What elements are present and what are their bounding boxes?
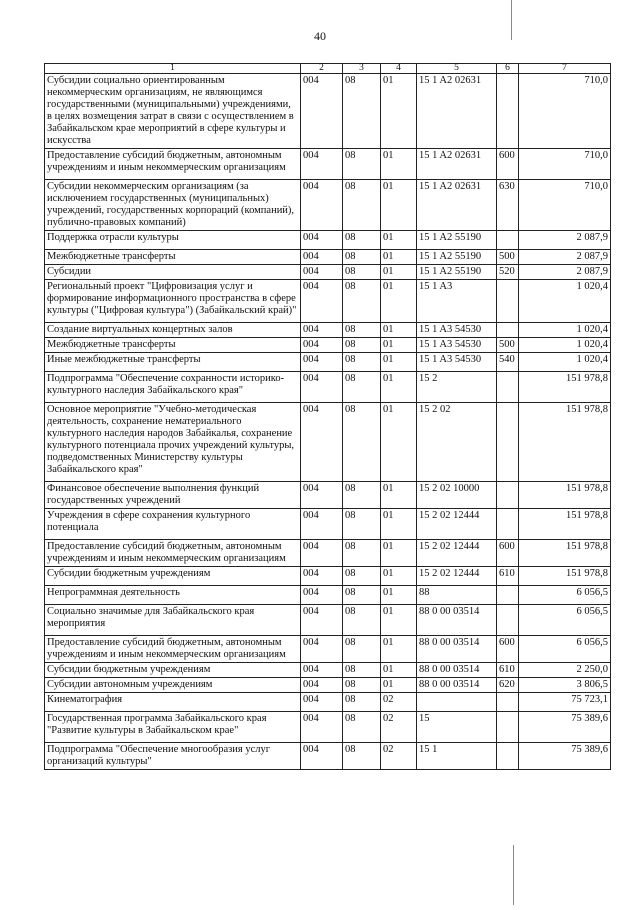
row-name: Субсидии бюджетным учреждениям <box>45 567 301 586</box>
expense-type-code <box>497 482 519 509</box>
expense-type-code <box>497 605 519 636</box>
section-code: 08 <box>343 743 381 770</box>
amount: 151 978,8 <box>519 482 611 509</box>
target-article-code: 88 0 00 03514 <box>417 663 497 678</box>
section-code: 08 <box>343 482 381 509</box>
row-name: Социально значимые для Забайкальского края мероприятия <box>45 605 301 636</box>
expense-type-code <box>497 693 519 712</box>
ministry-code: 004 <box>301 372 343 403</box>
ministry-code: 004 <box>301 280 343 323</box>
target-article-code: 15 2 <box>417 372 497 403</box>
table-row <box>45 149 611 180</box>
amount: 6 056,5 <box>519 586 611 605</box>
amount: 75 723,1 <box>519 693 611 712</box>
expense-type-code <box>497 509 519 540</box>
table-row <box>45 250 611 265</box>
table-row <box>45 712 611 743</box>
row-name: Предоставление субсидий бюджетным, автономным учреждениям и иным некоммерческим организациям <box>45 149 301 180</box>
expense-type-code: 600 <box>497 636 519 663</box>
ministry-code: 004 <box>301 509 343 540</box>
table-row <box>45 743 611 770</box>
row-name: Межбюджетные трансферты <box>45 250 301 265</box>
ministry-code: 004 <box>301 636 343 663</box>
expense-type-code <box>497 323 519 338</box>
row-name: Субсидии <box>45 265 301 280</box>
ministry-code: 004 <box>301 678 343 693</box>
page-number: 40 <box>314 29 326 43</box>
section-code: 08 <box>343 372 381 403</box>
target-article-code: 15 2 02 12444 <box>417 567 497 586</box>
amount: 151 978,8 <box>519 372 611 403</box>
ministry-code: 004 <box>301 231 343 250</box>
section-code: 08 <box>343 663 381 678</box>
scan-mark <box>513 845 514 905</box>
ministry-code: 004 <box>301 663 343 678</box>
amount: 2 087,9 <box>519 265 611 280</box>
subsection-code: 01 <box>381 265 417 280</box>
row-name: Предоставление субсидий бюджетным, автономным учреждениям и иным некоммерческим организациям <box>45 636 301 663</box>
section-code: 08 <box>343 338 381 353</box>
subsection-code: 01 <box>381 482 417 509</box>
row-name: Субсидии социально ориентированным некоммерческим организациям, не являющимся государственными (муниципальными) учреждениями, в целях возмещения затрат в связи с осуществлением в Забайкальском крае мероприятий в сфере культуры и искусства <box>45 74 301 149</box>
row-name: Субсидии автономным учреждениям <box>45 678 301 693</box>
expense-type-code <box>497 372 519 403</box>
subsection-code: 01 <box>381 231 417 250</box>
expense-type-code <box>497 231 519 250</box>
amount: 1 020,4 <box>519 338 611 353</box>
row-name: Государственная программа Забайкальского края "Развитие культуры в Забайкальском крае" <box>45 712 301 743</box>
expense-type-code: 520 <box>497 265 519 280</box>
section-code: 08 <box>343 403 381 482</box>
ministry-code: 004 <box>301 540 343 567</box>
row-name: Региональный проект "Цифровизация услуг и формирование информационного пространства в сфере культуры ("Цифровая культура") (Забайкальский край)" <box>45 280 301 323</box>
expense-type-code <box>497 280 519 323</box>
column-number: 3 <box>343 64 381 74</box>
column-number: 4 <box>381 64 417 74</box>
section-code: 08 <box>343 636 381 663</box>
table-row <box>45 265 611 280</box>
amount: 6 056,5 <box>519 636 611 663</box>
target-article-code: 15 1 A2 02631 <box>417 74 497 149</box>
subsection-code: 01 <box>381 540 417 567</box>
section-code: 08 <box>343 567 381 586</box>
ministry-code: 004 <box>301 353 343 372</box>
ministry-code: 004 <box>301 74 343 149</box>
target-article-code: 88 0 00 03514 <box>417 636 497 663</box>
table-row <box>45 403 611 482</box>
table-row <box>45 180 611 231</box>
expense-type-code: 610 <box>497 567 519 586</box>
section-code: 08 <box>343 180 381 231</box>
target-article-code: 15 2 02 10000 <box>417 482 497 509</box>
expense-type-code <box>497 712 519 743</box>
row-name: Финансовое обеспечение выполнения функций государственных учреждений <box>45 482 301 509</box>
target-article-code: 15 1 A2 55190 <box>417 265 497 280</box>
table-row <box>45 605 611 636</box>
expense-type-code: 600 <box>497 540 519 567</box>
table-row <box>45 74 611 149</box>
subsection-code: 01 <box>381 567 417 586</box>
target-article-code: 15 <box>417 712 497 743</box>
target-article-code: 88 <box>417 586 497 605</box>
amount: 3 806,5 <box>519 678 611 693</box>
target-article-code: 15 2 02 12444 <box>417 509 497 540</box>
column-number: 5 <box>417 64 497 74</box>
subsection-code: 02 <box>381 743 417 770</box>
table-row <box>45 231 611 250</box>
subsection-code: 01 <box>381 636 417 663</box>
table-row <box>45 372 611 403</box>
subsection-code: 01 <box>381 180 417 231</box>
ministry-code: 004 <box>301 586 343 605</box>
table-row <box>45 482 611 509</box>
section-code: 08 <box>343 712 381 743</box>
row-name: Основное мероприятие "Учебно-методическая деятельность, сохранение нематериального культурного наследия народов Забайкалья, сохранение культурного потенциала прочих учреждений культуры, подведомственных Министерству культуры Забайкальского края" <box>45 403 301 482</box>
ministry-code: 004 <box>301 712 343 743</box>
column-number: 6 <box>497 64 519 74</box>
subsection-code: 01 <box>381 403 417 482</box>
column-number-row <box>45 64 611 74</box>
budget-table <box>44 63 611 770</box>
target-article-code: 15 1 A3 <box>417 280 497 323</box>
expense-type-code: 610 <box>497 663 519 678</box>
table-row <box>45 586 611 605</box>
amount: 75 389,6 <box>519 712 611 743</box>
amount: 2 087,9 <box>519 231 611 250</box>
subsection-code: 01 <box>381 74 417 149</box>
amount: 1 020,4 <box>519 353 611 372</box>
row-name: Субсидии некоммерческим организациям (за исключением государственных (муниципальных) учреждений, государственных корпораций (компаний), публично-правовых компаний) <box>45 180 301 231</box>
table-row <box>45 678 611 693</box>
section-code: 08 <box>343 678 381 693</box>
ministry-code: 004 <box>301 149 343 180</box>
expense-type-code <box>497 74 519 149</box>
target-article-code: 15 1 A2 02631 <box>417 180 497 231</box>
section-code: 08 <box>343 509 381 540</box>
expense-type-code: 500 <box>497 250 519 265</box>
section-code: 08 <box>343 540 381 567</box>
target-article-code: 15 1 A2 55190 <box>417 231 497 250</box>
table-row <box>45 567 611 586</box>
target-article-code <box>417 693 497 712</box>
expense-type-code: 600 <box>497 149 519 180</box>
table-row <box>45 663 611 678</box>
section-code: 08 <box>343 605 381 636</box>
amount: 710,0 <box>519 180 611 231</box>
target-article-code: 88 0 00 03514 <box>417 678 497 693</box>
row-name: Создание виртуальных концертных залов <box>45 323 301 338</box>
table-row <box>45 353 611 372</box>
row-name: Кинематография <box>45 693 301 712</box>
target-article-code: 15 1 A2 55190 <box>417 250 497 265</box>
amount: 151 978,8 <box>519 403 611 482</box>
section-code: 08 <box>343 323 381 338</box>
ministry-code: 004 <box>301 403 343 482</box>
subsection-code: 01 <box>381 323 417 338</box>
section-code: 08 <box>343 693 381 712</box>
row-name: Поддержка отрасли культуры <box>45 231 301 250</box>
table-row <box>45 323 611 338</box>
section-code: 08 <box>343 74 381 149</box>
row-name: Учреждения в сфере сохранения культурного потенциала <box>45 509 301 540</box>
subsection-code: 01 <box>381 586 417 605</box>
row-name: Непрограммная деятельность <box>45 586 301 605</box>
target-article-code: 15 1 <box>417 743 497 770</box>
target-article-code: 15 2 02 <box>417 403 497 482</box>
amount: 710,0 <box>519 74 611 149</box>
table-row <box>45 280 611 323</box>
subsection-code: 02 <box>381 693 417 712</box>
column-number: 7 <box>519 64 611 74</box>
expense-type-code: 500 <box>497 338 519 353</box>
target-article-code: 15 1 A3 54530 <box>417 353 497 372</box>
subsection-code: 01 <box>381 678 417 693</box>
section-code: 08 <box>343 586 381 605</box>
row-name: Предоставление субсидий бюджетным, автономным учреждениям и иным некоммерческим организациям <box>45 540 301 567</box>
ministry-code: 004 <box>301 180 343 231</box>
row-name: Иные межбюджетные трансферты <box>45 353 301 372</box>
target-article-code: 15 1 A2 02631 <box>417 149 497 180</box>
expense-type-code: 540 <box>497 353 519 372</box>
subsection-code: 01 <box>381 353 417 372</box>
section-code: 08 <box>343 149 381 180</box>
amount: 1 020,4 <box>519 323 611 338</box>
table-row <box>45 509 611 540</box>
ministry-code: 004 <box>301 567 343 586</box>
ministry-code: 004 <box>301 482 343 509</box>
amount: 2 250,0 <box>519 663 611 678</box>
subsection-code: 01 <box>381 149 417 180</box>
section-code: 08 <box>343 250 381 265</box>
subsection-code: 01 <box>381 250 417 265</box>
ministry-code: 004 <box>301 250 343 265</box>
section-code: 08 <box>343 231 381 250</box>
ministry-code: 004 <box>301 605 343 636</box>
amount: 1 020,4 <box>519 280 611 323</box>
row-name: Межбюджетные трансферты <box>45 338 301 353</box>
target-article-code: 88 0 00 03514 <box>417 605 497 636</box>
section-code: 08 <box>343 265 381 280</box>
expense-type-code: 630 <box>497 180 519 231</box>
amount: 151 978,8 <box>519 567 611 586</box>
expense-type-code <box>497 586 519 605</box>
amount: 75 389,6 <box>519 743 611 770</box>
amount: 151 978,8 <box>519 509 611 540</box>
row-name: Подпрограмма "Обеспечение сохранности историко-культурного наследия Забайкальского края" <box>45 372 301 403</box>
ministry-code: 004 <box>301 323 343 338</box>
subsection-code: 01 <box>381 663 417 678</box>
expense-type-code <box>497 743 519 770</box>
expense-type-code <box>497 403 519 482</box>
column-number: 1 <box>45 64 301 74</box>
subsection-code: 01 <box>381 280 417 323</box>
ministry-code: 004 <box>301 693 343 712</box>
table-row <box>45 338 611 353</box>
table-row <box>45 636 611 663</box>
section-code: 08 <box>343 353 381 372</box>
ministry-code: 004 <box>301 743 343 770</box>
ministry-code: 004 <box>301 338 343 353</box>
target-article-code: 15 1 A3 54530 <box>417 323 497 338</box>
target-article-code: 15 1 A3 54530 <box>417 338 497 353</box>
subsection-code: 01 <box>381 338 417 353</box>
ministry-code: 004 <box>301 265 343 280</box>
scan-mark <box>511 0 512 40</box>
target-article-code: 15 2 02 12444 <box>417 540 497 567</box>
subsection-code: 02 <box>381 712 417 743</box>
amount: 6 056,5 <box>519 605 611 636</box>
amount: 2 087,9 <box>519 250 611 265</box>
subsection-code: 01 <box>381 605 417 636</box>
table-row <box>45 540 611 567</box>
amount: 710,0 <box>519 149 611 180</box>
table-row <box>45 693 611 712</box>
column-number: 2 <box>301 64 343 74</box>
row-name: Подпрограмма "Обеспечение многообразия услуг организаций культуры" <box>45 743 301 770</box>
row-name: Субсидии бюджетным учреждениям <box>45 663 301 678</box>
subsection-code: 01 <box>381 372 417 403</box>
subsection-code: 01 <box>381 509 417 540</box>
amount: 151 978,8 <box>519 540 611 567</box>
section-code: 08 <box>343 280 381 323</box>
expense-type-code: 620 <box>497 678 519 693</box>
